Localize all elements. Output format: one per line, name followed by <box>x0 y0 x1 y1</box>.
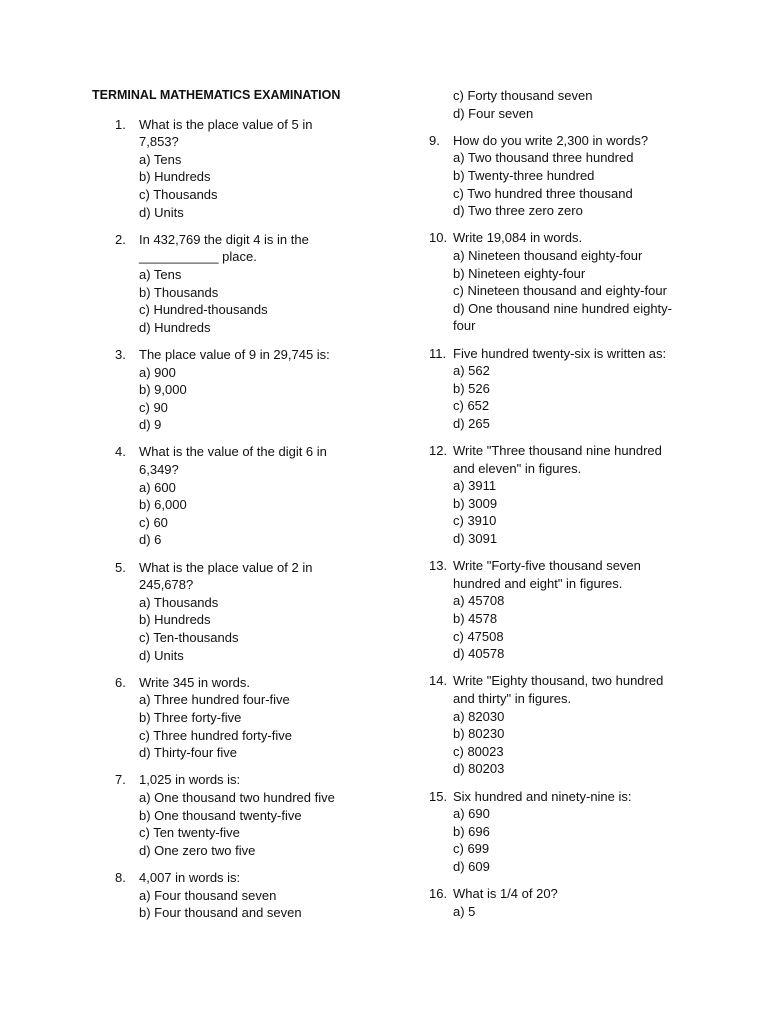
question-number: 4. <box>115 444 126 460</box>
answer-option: d) One thousand nine hundred eighty-four <box>453 300 672 334</box>
answer-option: c) Hundred-thousands <box>139 302 268 318</box>
question-text: How do you write 2,300 in words? <box>453 132 649 148</box>
question <box>92 869 342 922</box>
question-text: 1,025 in words is: <box>139 772 241 788</box>
question-number: 10. <box>429 230 448 246</box>
exam-title: TERMINAL MATHEMATICS EXAMINATION <box>92 88 341 102</box>
answer-option: b) One thousand twenty-five <box>139 807 302 823</box>
answer-option: a) Thousands <box>139 594 219 610</box>
answer-option: c) Nineteen thousand and eighty-four <box>453 283 667 299</box>
left-column <box>92 87 342 931</box>
question-number: 9. <box>429 132 440 148</box>
question-number: 5. <box>115 559 126 575</box>
question-number: 14. <box>429 673 448 689</box>
question-text: Write "Three thousand nine hundred and eleven" in figures. <box>453 443 662 476</box>
answer-option: b) Thousands <box>139 284 219 300</box>
answer-option: d) Four seven <box>453 105 534 121</box>
answer-option: b) Twenty-three hundred <box>453 167 595 183</box>
answer-option: d) Units <box>139 647 184 663</box>
answer-option: d) 3091 <box>453 531 498 547</box>
answer-option: d) Thirty-four five <box>139 745 238 761</box>
answer-option: c) Two hundred three thousand <box>453 185 633 201</box>
answer-option: c) 90 <box>139 399 168 415</box>
answer-option: a) Tens <box>139 266 182 282</box>
answer-option: a) Tens <box>139 151 182 167</box>
question-number: 6. <box>115 674 126 690</box>
left-question-list <box>92 116 342 922</box>
answer-option: a) 600 <box>139 479 176 495</box>
question-text: Write 345 in words. <box>139 674 251 690</box>
question-number: 13. <box>429 558 448 574</box>
answer-option: a) 562 <box>453 363 490 379</box>
answer-option: c) 80023 <box>453 743 504 759</box>
answer-option: c) Ten twenty-five <box>139 825 240 841</box>
question-text: Six hundred and ninety-nine is: <box>453 788 632 804</box>
question <box>92 443 342 549</box>
answer-option: a) 5 <box>453 903 476 919</box>
question-number: 15. <box>429 788 448 804</box>
question <box>92 231 342 337</box>
answer-option: d) 9 <box>139 417 162 433</box>
question-number: 16. <box>429 886 448 902</box>
answer-option: a) Two thousand three hundred <box>453 150 634 166</box>
question <box>426 345 676 433</box>
right-question-list <box>426 132 676 921</box>
answer-option: a) 690 <box>453 806 490 822</box>
answer-option: d) 609 <box>453 858 490 874</box>
question-8-continuation <box>426 87 676 122</box>
answer-option: a) 82030 <box>453 708 505 724</box>
answer-option: d) Two three zero zero <box>453 203 583 219</box>
question <box>92 346 342 434</box>
question-number: 11. <box>429 345 447 361</box>
question <box>426 788 676 876</box>
question-text: What is the place value of 5 in 7,853? <box>139 116 313 150</box>
answer-option: a) Nineteen thousand eighty-four <box>453 247 643 263</box>
answer-option: b) 526 <box>453 380 490 396</box>
answer-option: b) Hundreds <box>139 169 211 185</box>
question-text: 4,007 in words is: <box>139 869 241 885</box>
answer-option: c) Thousands <box>139 186 218 202</box>
answer-option: b) 6,000 <box>139 497 187 513</box>
answer-option: b) Four thousand and seven <box>139 905 302 921</box>
question-text: Write 19,084 in words. <box>453 230 583 246</box>
question <box>92 771 342 859</box>
question <box>426 132 676 220</box>
question-number: 1. <box>115 116 126 132</box>
question <box>426 672 676 778</box>
answer-option: b) 9,000 <box>139 382 187 398</box>
answer-option: c) 652 <box>453 398 490 414</box>
answer-option: a) One thousand two hundred five <box>139 789 335 805</box>
answer-option: c) 47508 <box>453 628 504 644</box>
question <box>426 442 676 548</box>
answer-option: d) 40578 <box>453 646 505 662</box>
answer-option: c) Ten-thousands <box>139 630 239 645</box>
question-text: What is the place value of 2 in 245,678? <box>139 559 313 593</box>
question-number: 3. <box>115 346 126 362</box>
answer-option: d) Hundreds <box>139 319 211 335</box>
answer-option: a) Four thousand seven <box>139 887 277 903</box>
answer-option: d) 80203 <box>453 761 505 777</box>
question-number: 12. <box>429 443 448 459</box>
right-column <box>426 87 676 930</box>
answer-option: a) Three hundred four-five <box>139 692 290 708</box>
answer-option: c) 60 <box>139 514 168 530</box>
question <box>92 559 342 665</box>
answer-option: b) 80230 <box>453 726 505 742</box>
answer-option: b) Hundreds <box>139 612 211 628</box>
answer-option: b) 696 <box>453 823 490 839</box>
question-text: Five hundred twenty-six is written as: <box>453 345 667 361</box>
answer-option: b) 3009 <box>453 495 498 511</box>
question-text: Write "Eighty thousand, two hundred and thirty" in figures. <box>453 673 664 706</box>
answer-option: a) 900 <box>139 364 176 380</box>
answer-option: b) 4578 <box>453 611 498 626</box>
question <box>92 674 342 762</box>
question <box>426 229 676 335</box>
question-text: What is 1/4 of 20? <box>453 886 558 902</box>
answer-option: a) 45708 <box>453 593 505 609</box>
question-text: The place value of 9 in 29,745 is: <box>139 346 330 362</box>
answer-option: c) Three hundred forty-five <box>139 727 292 743</box>
question-number: 2. <box>115 231 126 247</box>
question-number: 7. <box>115 772 126 788</box>
answer-option: b) Nineteen eighty-four <box>453 265 586 281</box>
answer-option: d) 6 <box>139 532 162 548</box>
question <box>426 885 676 920</box>
question-text: In 432,769 the digit 4 is in the ___________ place. <box>139 231 309 265</box>
question-text: Write "Forty-five thousand seven hundred and eight" in figures. <box>453 558 641 591</box>
answer-option: c) 3910 <box>453 513 497 529</box>
answer-option: a) 3911 <box>453 478 497 494</box>
answer-option: d) One zero two five <box>139 842 256 858</box>
answer-option: c) Forty thousand seven <box>453 88 593 103</box>
answer-option: d) Units <box>139 204 184 220</box>
answer-option: c) 699 <box>453 841 490 857</box>
question <box>426 557 676 663</box>
question <box>92 116 342 222</box>
question-number: 8. <box>115 869 126 885</box>
question-text: What is the value of the digit 6 in 6,349? <box>139 444 327 478</box>
answer-option: b) Three forty-five <box>139 709 242 725</box>
answer-option: d) 265 <box>453 415 490 431</box>
